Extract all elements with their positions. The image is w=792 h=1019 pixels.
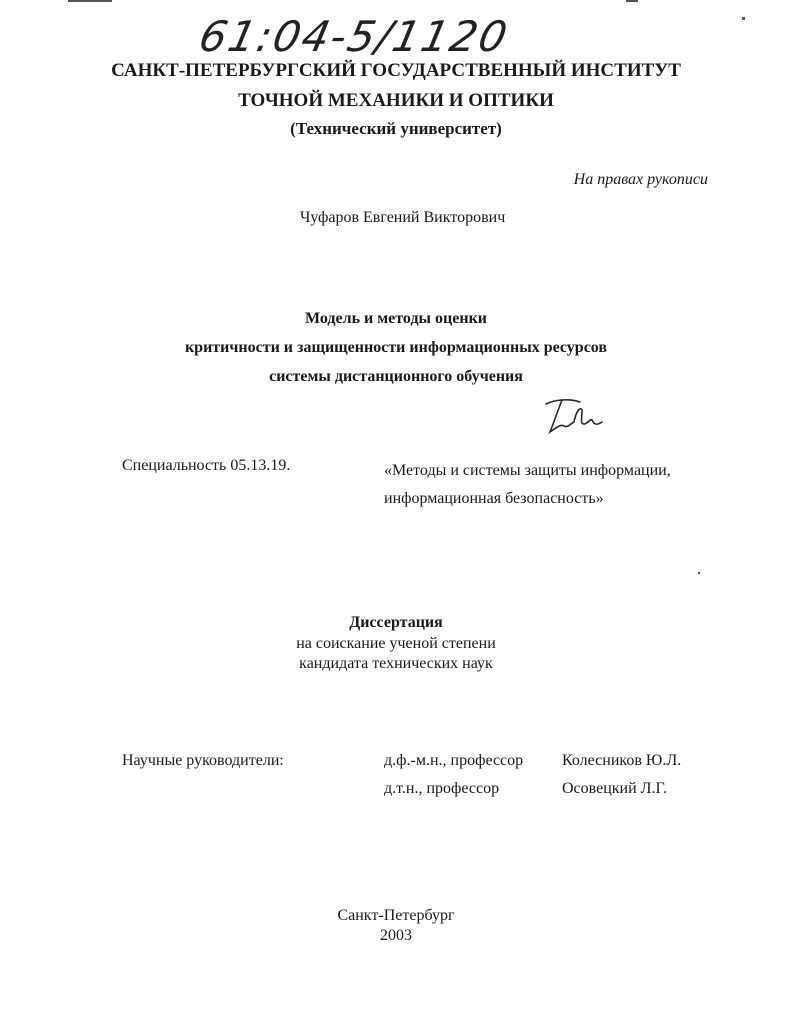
institute-name-line1: САНКТ-ПЕТЕРБУРГСКИЙ ГОСУДАРСТВЕННЫЙ ИНСТИТУТ: [111, 60, 681, 81]
institute-subtitle: (Технический университет): [290, 119, 502, 138]
supervisors-label: Научные руководители:: [122, 752, 284, 769]
scan-mark-top-left: [68, 0, 112, 2]
specialty-label: Специальность 05.13.19.: [122, 457, 291, 474]
author-name: Чуфаров Евгений Викторович: [300, 209, 506, 226]
supervisor-degree: д.т.н., профессор: [384, 780, 500, 797]
dissertation-title-line1: Модель и методы оценки: [304, 310, 488, 327]
scan-mark-middle: [698, 572, 700, 574]
handwritten-catalog-number: 61:04-5/1120: [194, 12, 514, 61]
specialty-name: [384, 457, 671, 513]
dissertation-heading: Диссертация: [349, 614, 443, 631]
city: Санкт-Петербург: [337, 907, 455, 924]
dissertation-title-line3: системы дистанционного обучения: [269, 368, 523, 385]
scan-mark-top-right: [626, 0, 638, 2]
scan-mark-right: [742, 17, 745, 20]
specialty-name-line2: информационная безопасность»: [384, 490, 604, 507]
supervisor-name: Колесников Ю.Л.: [562, 752, 682, 769]
year: 2003: [380, 927, 412, 944]
supervisor-degree: д.ф.-м.н., профессор: [384, 752, 524, 769]
manuscript-note: На правах рукописи: [573, 171, 708, 188]
specialty-name-line1: «Методы и системы защиты информации,: [384, 462, 671, 479]
degree-line1: на соискание ученой степени: [296, 635, 496, 652]
degree-line2: кандидата технических наук: [299, 655, 493, 672]
institute-name-line2: ТОЧНОЙ МЕХАНИКИ И ОПТИКИ: [238, 90, 554, 111]
signature-icon: [540, 394, 610, 438]
dissertation-title-line2: критичности и защищенности информационных ресурсов: [184, 339, 608, 356]
supervisor-name: Осовецкий Л.Г.: [562, 780, 667, 797]
